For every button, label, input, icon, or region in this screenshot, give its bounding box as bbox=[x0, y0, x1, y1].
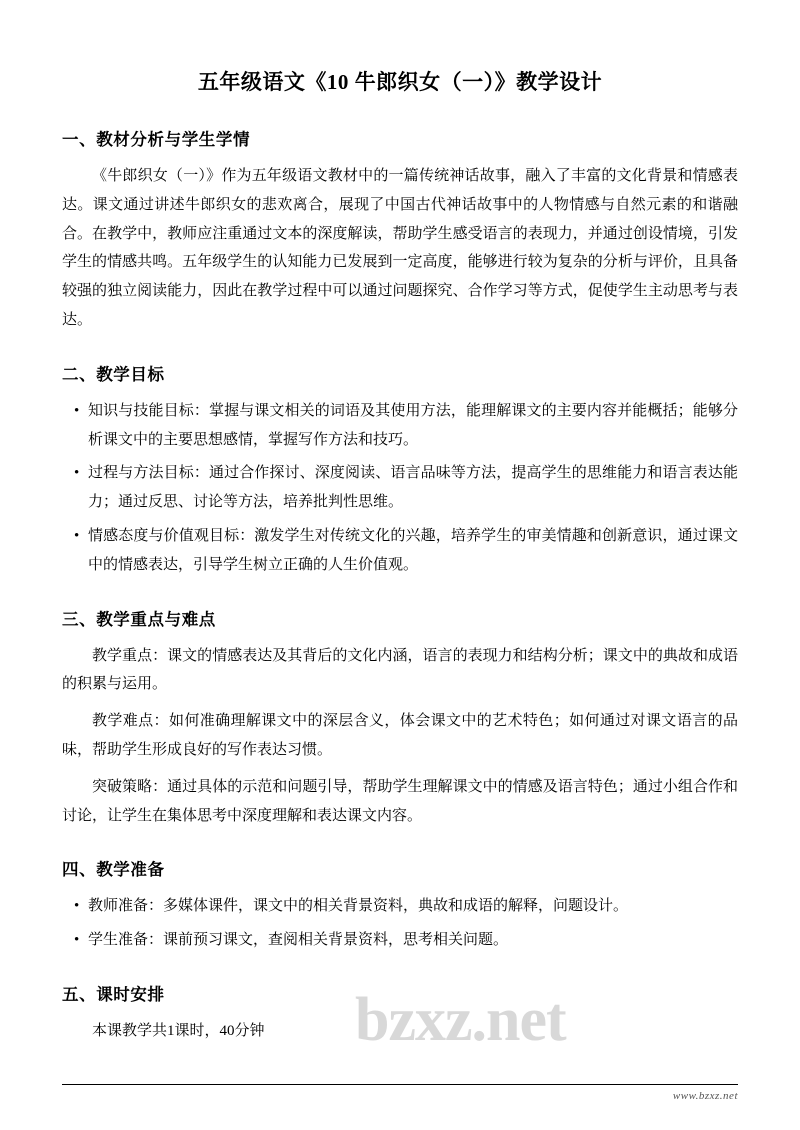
section-4-bullet-list bbox=[62, 892, 738, 955]
list-item: • 过程与方法目标：通过合作探讨、深度阅读、语言品味等方法，提高学生的思维能力和语言表达能力；通过反思、讨论等方法，培养批判性思维。 bbox=[62, 459, 738, 517]
section-heading-2: 二、教学目标 bbox=[62, 364, 165, 384]
section-2-bullet-list bbox=[62, 397, 738, 580]
list-item: • 知识与技能目标：掌握与课文相关的词语及其使用方法，能理解课文的主要内容并能概括；能够分析课文中的主要思想感情，掌握写作方法和技巧。 bbox=[62, 397, 738, 455]
section-heading-5: 五、课时安排 bbox=[62, 984, 165, 1004]
section-1-paragraph-1: 《牛郎织女（一）》作为五年级语文教材中的一篇传统神话故事，融入了丰富的文化背景和情感表达。课文通过讲述牛郎织女的悲欢离合，展现了中国古代神话故事中的人物情感与自然元素的和谐融合。在教学中，教师应注重通过文本的深度解读，帮助学生感受语言的表现力，并通过创设情境，引发学生的情感共鸣。五年级学生的认知能力已发展到一定高度，能够进行较为复杂的分析与评价，且具备较强的独立阅读能力，因此在教学过程中可以通过问题探究、合作学习等方式，促使学生主动思考与表达。 bbox=[62, 168, 738, 328]
footer-divider bbox=[62, 1084, 738, 1085]
section-heading-1: 一、教材分析与学生学情 bbox=[62, 130, 251, 149]
section-3-paragraph-2: 教学难点：如何准确理解课文中的深层含义，体会课文中的艺术特色；如何通过对课文语言的品味，帮助学生形成良好的写作表达习惯。 bbox=[62, 713, 738, 758]
page-title: 五年级语文《10 牛郎织女（一）》教学设计 bbox=[197, 70, 603, 94]
section-5-paragraph-1: 本课教学共1课时，40分钟 bbox=[92, 1022, 265, 1039]
section-3-body bbox=[62, 642, 738, 831]
list-item: • 学生准备：课前预习课文，查阅相关背景资料，思考相关问题。 bbox=[62, 926, 738, 955]
section-3-paragraph-1: 教学重点：课文的情感表达及其背后的文化内涵，语言的表现力和结构分析；课文中的典故和成语的积累与运用。 bbox=[62, 647, 738, 693]
section-3-paragraph-3: 突破策略：通过具体的示范和问题引导，帮助学生理解课文中的情感及语言特色；通过小组合作和讨论，让学生在集体思考中深度理解和表达课文内容。 bbox=[62, 778, 738, 824]
section-heading-4: 四、教学准备 bbox=[62, 860, 165, 880]
section-heading-3: 三、教学重点与难点 bbox=[62, 609, 216, 629]
list-item: • 教师准备：多媒体课件，课文中的相关背景资料，典故和成语的解释，问题设计。 bbox=[62, 892, 738, 921]
list-item: • 情感态度与价值观目标：激发学生对传统文化的兴趣，培养学生的审美情趣和创新意识，通过课文中的情感表达，引导学生树立正确的人生价值观。 bbox=[62, 522, 738, 580]
watermark: bzxz.net bbox=[355, 986, 566, 1054]
footer-url: www.bzxz.net bbox=[672, 1090, 738, 1102]
